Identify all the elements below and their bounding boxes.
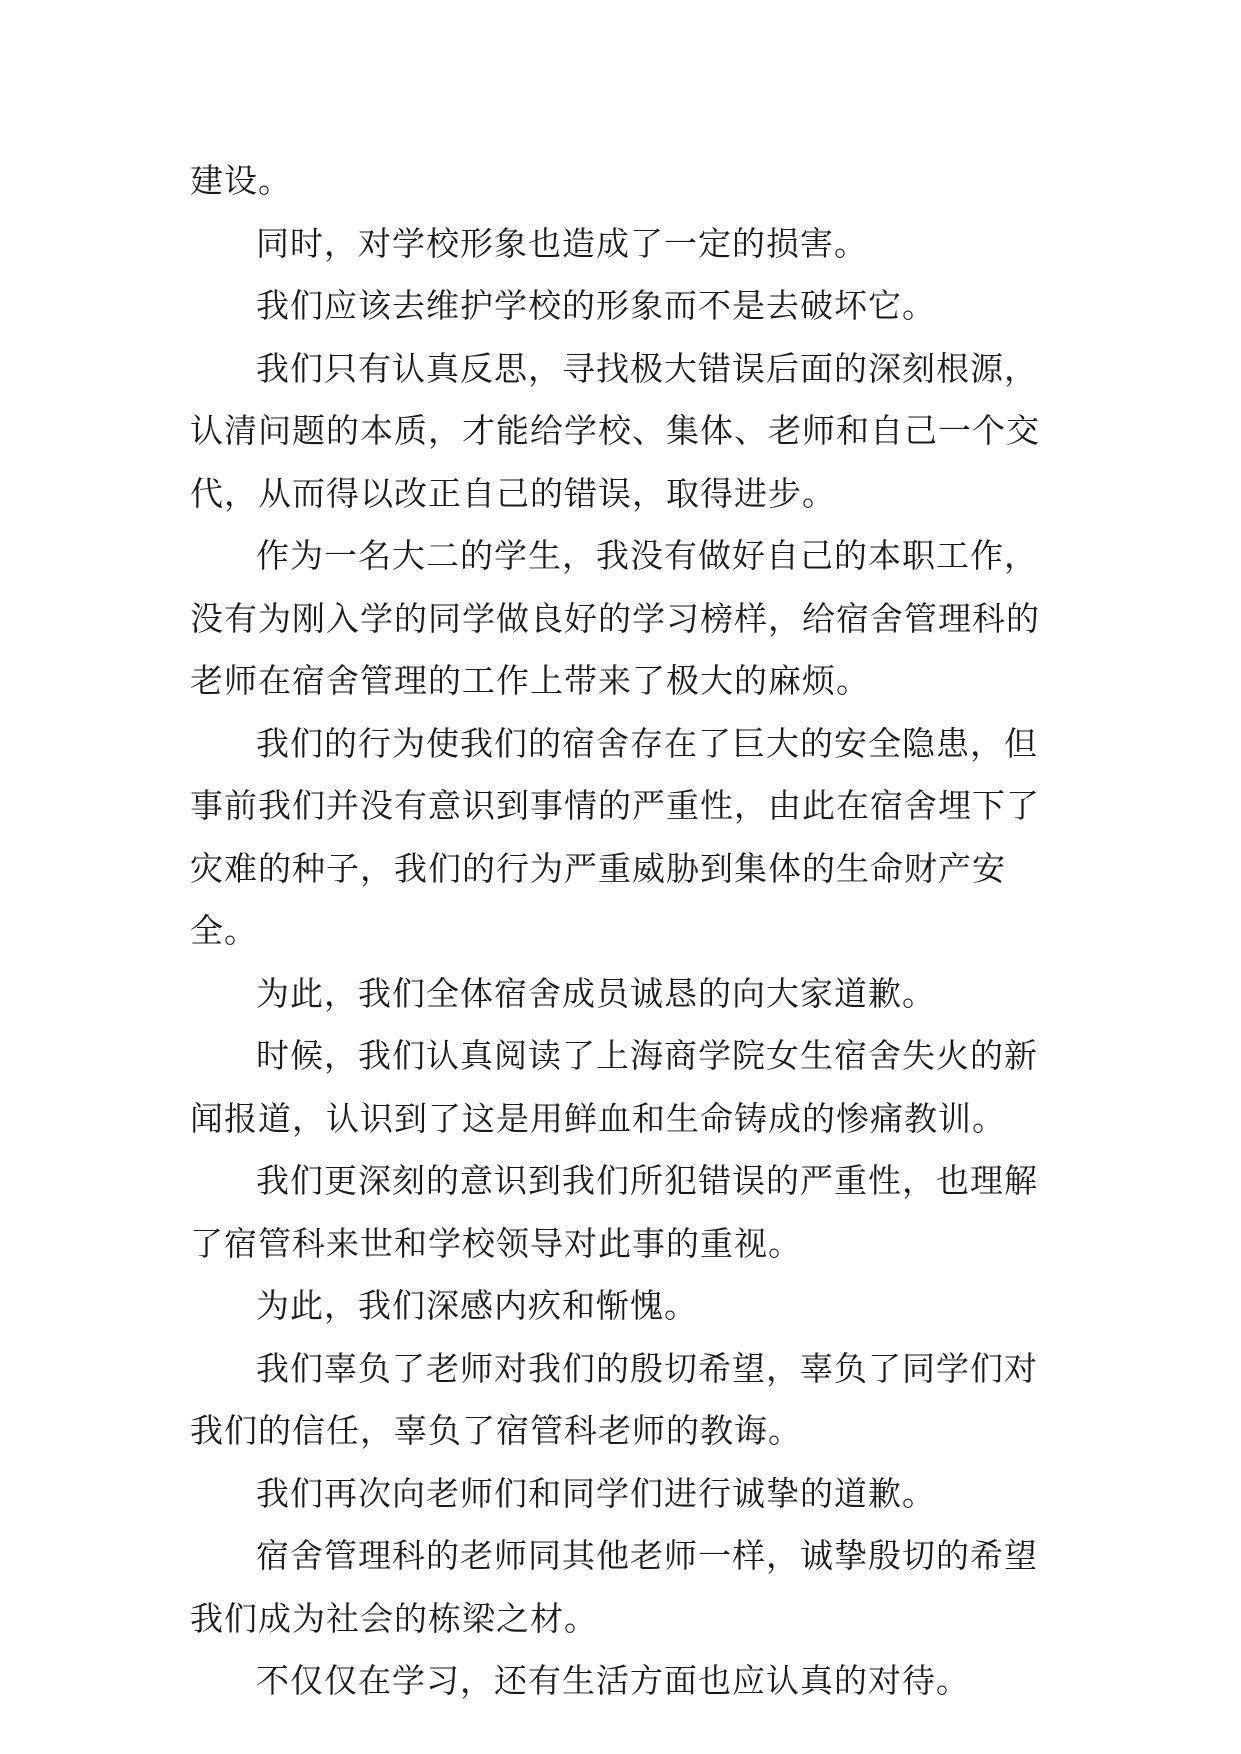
document-body: [190, 150, 1050, 1713]
paragraph: 我们再次向老师们和同学们进行诚挚的道歉。: [256, 1473, 936, 1513]
paragraph: 建设。: [190, 161, 292, 200]
paragraph: 时候，我们认真阅读了上海商学院女生宿舍失火的新闻报道，认识到了这是用鲜血和生命铸成的惨痛教训。: [190, 1036, 1038, 1138]
paragraph: 为此，我们深感内疚和惭愧。: [256, 1286, 698, 1325]
paragraph: 我们的行为使我们的宿舍存在了巨大的安全隐患，但事前我们并没有意识到事情的严重性，由此在宿舍埋下了灾难的种子，我们的行为严重威胁到集体的生命财产安全。: [190, 723, 1040, 950]
paragraph: 作为一名大二的学生，我没有做好自己的本职工作，没有为刚入学的同学做良好的学习榜样，给宿舍管理科的老师在宿舍管理的工作上带来了极大的麻烦。: [190, 536, 1040, 700]
paragraph: 我们更深刻的意识到我们所犯错误的严重性，也理解了宿管科来世和学校领导对此事的重视。: [190, 1161, 1038, 1263]
paragraph: 宿舍管理科的老师同其他老师一样，诚挚殷切的希望我们成为社会的栋梁之材。: [190, 1536, 1038, 1638]
paragraph: 我们应该去维护学校的形象而不是去破坏它。: [256, 286, 936, 325]
paragraph: 同时，对学校形象也造成了一定的损害。: [256, 223, 868, 263]
paragraph: 我们辜负了老师对我们的殷切希望，辜负了同学们对我们的信任，辜负了宿管科老师的教诲。: [190, 1348, 1038, 1450]
paragraph: 我们只有认真反思，寻找极大错误后面的深刻根源，认清问题的本质，才能给学校、集体、老师和自己一个交代，从而得以改正自己的错误，取得进步。: [190, 348, 1040, 513]
paragraph: 不仅仅在学习，还有生活方面也应认真的对待。: [256, 1661, 970, 1700]
paragraph: 为此，我们全体宿舍成员诚恳的向大家道歉。: [256, 973, 936, 1013]
